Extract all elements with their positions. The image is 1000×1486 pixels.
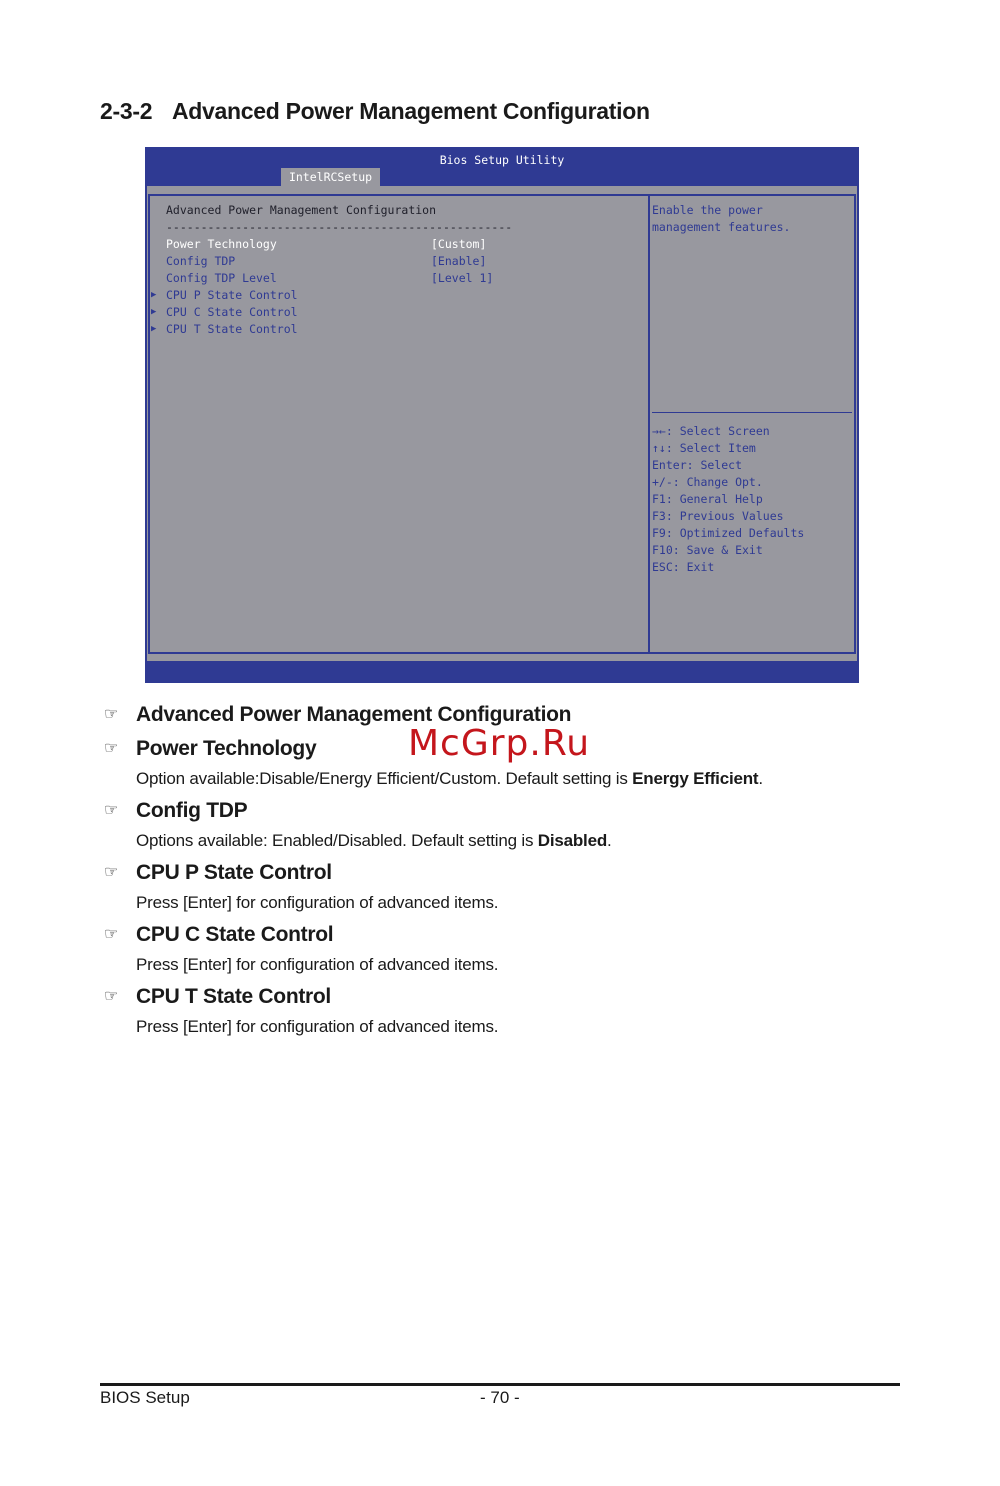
bios-status-bar xyxy=(145,661,859,683)
footer-rule xyxy=(100,1383,900,1386)
option-title: Config TDP xyxy=(136,799,248,822)
bios-value-config-tdp-level[interactable]: [Level 1] xyxy=(431,271,494,285)
submenu-arrow-icon: ▶ xyxy=(151,324,157,334)
option-title: CPU T State Control xyxy=(136,985,331,1008)
bios-item-config-tdp[interactable]: Config TDP xyxy=(166,254,236,268)
bios-key-previous-values: F3: Previous Values xyxy=(652,509,784,523)
bios-right-border xyxy=(857,186,859,661)
bios-submenu-cpu-c-state[interactable]: CPU C State Control xyxy=(166,305,298,319)
tab-intelrcsetup[interactable]: IntelRCSetup xyxy=(281,168,380,186)
option-title: Power Technology xyxy=(136,737,317,760)
bios-divider: -------------------------------------------------- xyxy=(166,220,513,234)
page-number: - 70 - xyxy=(480,1388,520,1407)
section-title: Advanced Power Management Configuration xyxy=(172,98,650,124)
bios-key-select-item: ↑↓: Select Item xyxy=(652,441,756,455)
submenu-arrow-icon: ▶ xyxy=(151,307,157,317)
option-description: Press [Enter] for configuration of advanced items. xyxy=(136,955,499,974)
option-cpu-p-state-control xyxy=(100,858,900,920)
option-title: CPU P State Control xyxy=(136,861,332,884)
pointing-hand-icon: ☞ xyxy=(104,864,119,881)
bios-value-power-technology[interactable]: [Custom] xyxy=(431,237,487,251)
submenu-arrow-icon: ▶ xyxy=(151,290,157,300)
option-description: Option available:Disable/Energy Efficient/Custom. Default setting is Energy Efficient. xyxy=(136,769,763,788)
option-config-tdp xyxy=(100,796,900,858)
bios-help-separator xyxy=(652,412,852,413)
pointing-hand-icon: ☞ xyxy=(104,740,119,757)
bios-value-config-tdp[interactable]: [Enable] xyxy=(431,254,487,268)
bios-item-power-technology[interactable]: Power Technology xyxy=(166,237,277,251)
bios-page-header: Advanced Power Management Configuration xyxy=(166,203,437,217)
pointing-hand-icon: ☞ xyxy=(104,706,119,723)
bios-key-optimized-defaults: F9: Optimized Defaults xyxy=(652,526,805,540)
bios-submenu-cpu-t-state[interactable]: CPU T State Control xyxy=(166,322,298,336)
pointing-hand-icon: ☞ xyxy=(104,802,119,819)
pointing-hand-icon: ☞ xyxy=(104,988,119,1005)
section-heading xyxy=(100,98,650,125)
bios-item-config-tdp-level[interactable]: Config TDP Level xyxy=(166,271,277,285)
option-description: Press [Enter] for configuration of advanced items. xyxy=(136,1017,499,1036)
bios-key-enter: Enter: Select xyxy=(652,458,743,472)
bios-left-border xyxy=(145,186,147,661)
option-cpu-c-state-control xyxy=(100,920,900,982)
watermark: McGrp.Ru xyxy=(408,723,591,764)
option-cpu-t-state-control xyxy=(100,982,900,1044)
bios-submenu-cpu-p-state[interactable]: CPU P State Control xyxy=(166,288,298,302)
bios-key-select-screen: →←: Select Screen xyxy=(652,424,770,438)
bios-screenshot xyxy=(145,147,859,683)
pointing-hand-icon: ☞ xyxy=(104,926,119,943)
bios-key-general-help: F1: General Help xyxy=(652,492,763,506)
bios-app-title: Bios Setup Utility xyxy=(439,153,565,167)
footer-section-name: BIOS Setup xyxy=(100,1388,190,1407)
option-description: Press [Enter] for configuration of advanced items. xyxy=(136,893,499,912)
bios-key-exit: ESC: Exit xyxy=(652,560,715,574)
option-description: Options available: Enabled/Disabled. Default setting is Disabled. xyxy=(136,831,612,850)
bios-help-line-1: Enable the power xyxy=(652,203,763,217)
bios-help-line-2: management features. xyxy=(652,220,791,234)
section-number: 2-3-2 xyxy=(100,98,153,124)
option-title: CPU C State Control xyxy=(136,923,334,946)
bios-key-change-opt: +/-: Change Opt. xyxy=(652,475,763,489)
option-title: Advanced Power Management Configuration xyxy=(136,703,572,726)
bios-key-save-exit: F10: Save & Exit xyxy=(652,543,763,557)
